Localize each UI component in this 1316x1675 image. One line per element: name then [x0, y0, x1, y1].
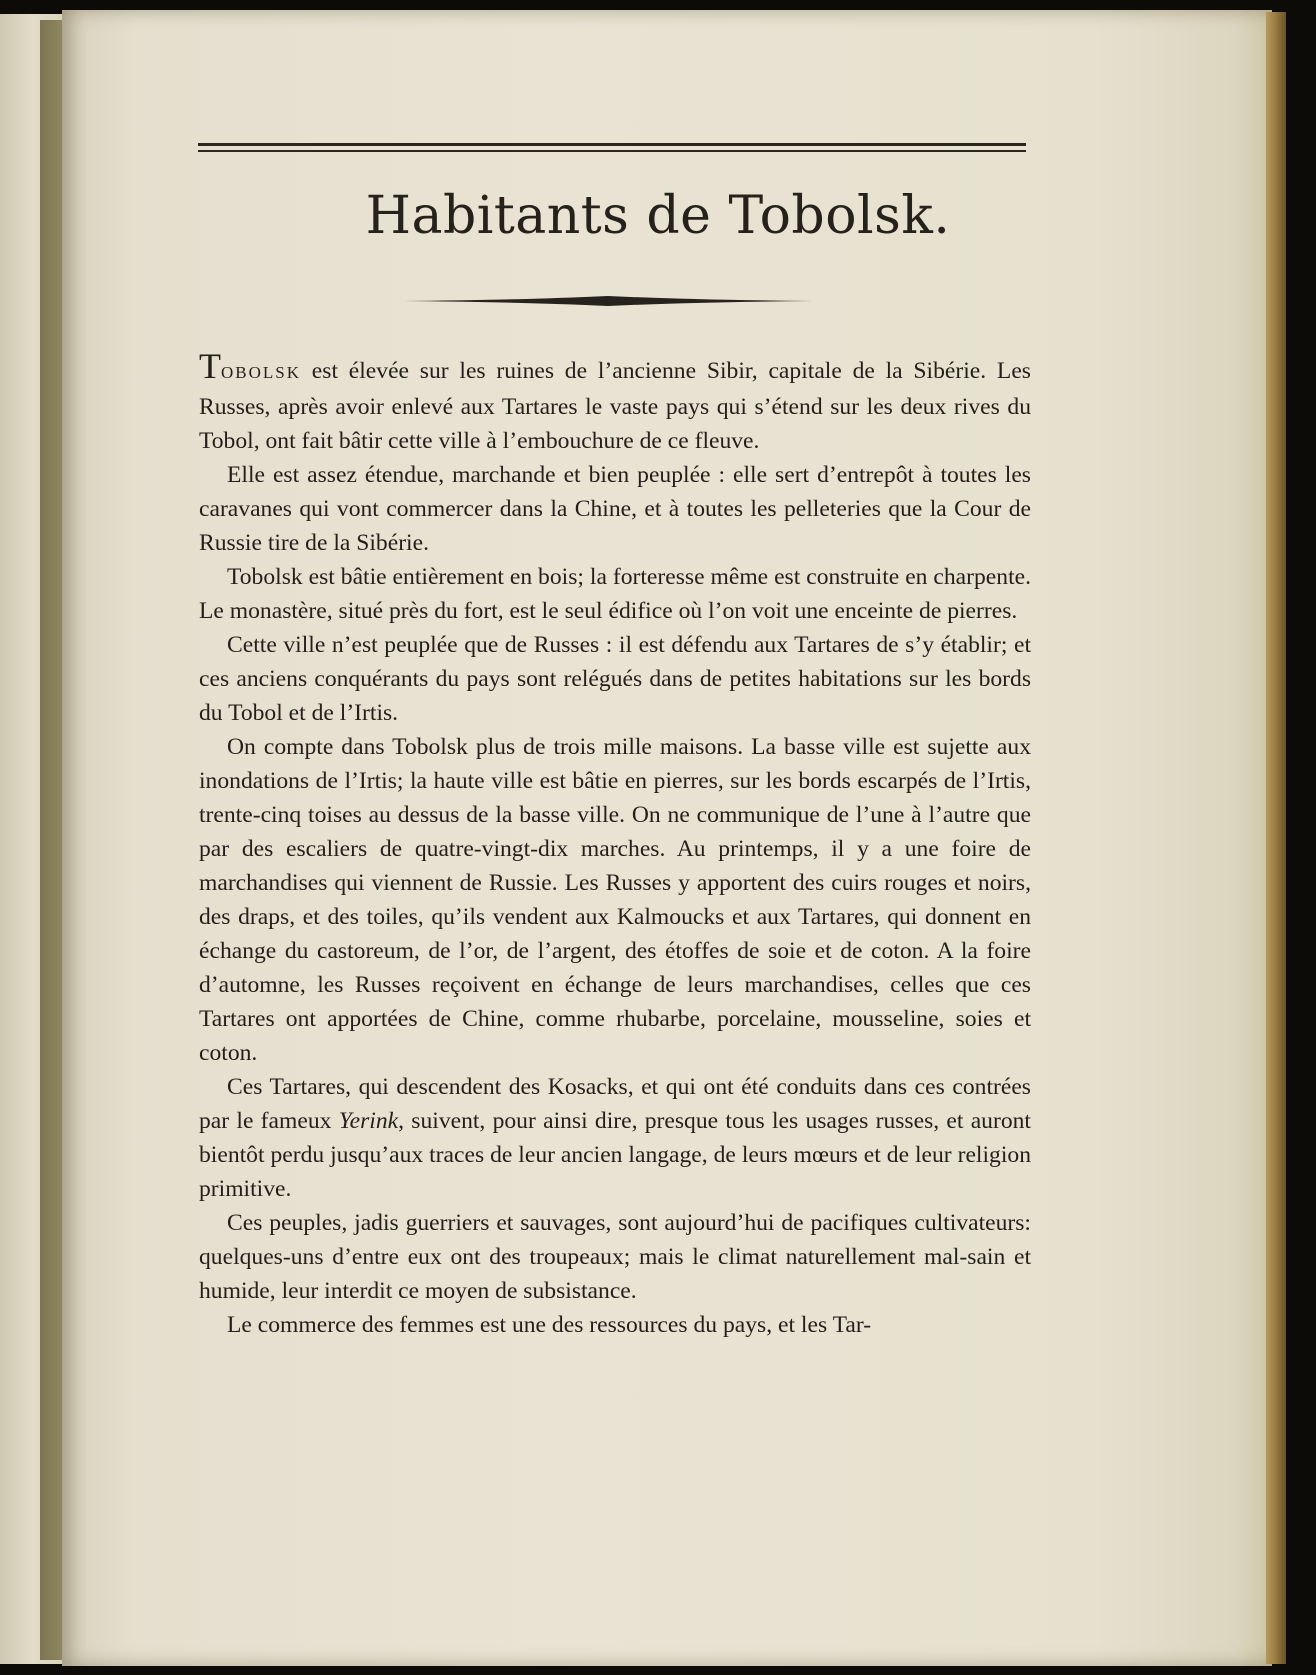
rule-thick-line — [198, 143, 1026, 146]
paragraph-3: Tobolsk est bâtie entièrement en bois; la forteresse même est construite en charpente. Le monastère, situé près du fort, est le seul édifice où l’on voit une enceinte de pierres. — [199, 564, 1031, 624]
paragraph-8: Le commerce des femmes est une des ressources du pays, et les Tar- — [227, 1312, 872, 1338]
paragraph-7: Ces peuples, jadis guerriers et sauvages, sont aujourd’hui de pacifiques cultivateurs: quelques-uns d’entre eux ont des troupeaux; mais le climat naturellement mal-sain et humide, leur interdit ce moyen de subsistance. — [199, 1210, 1031, 1304]
rule-thin-line — [198, 150, 1026, 152]
paragraph-1 — [199, 346, 1031, 458]
page-stack-edge — [1266, 12, 1286, 1664]
ornamental-dash — [403, 294, 813, 308]
drop-cap: T — [199, 346, 221, 386]
page-title: Habitants de Tobolsk. — [365, 186, 951, 246]
paragraph-6 — [199, 1070, 1031, 1206]
paragraph-text: Ces Tartares, qui descendent des Kosacks, et qui ont été conduits dans ces contrées par le fameux — [199, 1074, 1031, 1134]
italic-name: Yerink — [338, 1108, 399, 1134]
paragraph-text: est élevée sur les ruines de l’ancienne Sibir, capitale de la Sibérie. Les Russes, après avoir enlevé aux Tartares le vaste pays qui s’étend sur les deux rives du Tobol, ont fait bâtir cette ville à l’embouchure de ce fleuve. — [199, 358, 1031, 454]
small-caps-word: OBOLSK — [221, 363, 302, 382]
paragraph-text: , suivent, pour ainsi dire, presque tous les usages russes, et auront bientôt perdu jusqu’aux traces de leur ancien langage, de leurs mœurs et de leur religion primitive. — [199, 1108, 1031, 1202]
double-rule — [198, 143, 1026, 155]
paragraph-2: Elle est assez étendue, marchande et bien peuplée : elle sert d’entrepôt à toutes les caravanes qui vont commercer dans la Chine, et à toutes les pelleteries que la Cour de Russie tire de la Sibérie. — [199, 462, 1031, 556]
article-body — [199, 346, 1031, 1342]
paragraph-5: On compte dans Tobolsk plus de trois mille maisons. La basse ville est sujette aux inondations de l’Irtis; la haute ville est bâtie en pierres, sur les bords escarpés de l’Irtis, trente-cinq toises au dessus de la basse ville. On ne communique de l’une à l’autre que par des escaliers de quatre-vingt-dix marches. Au printemps, il y a une foire de marchandises qui viennent de Russie. Les Russes y apportent des cuirs rouges et noirs, des draps, et des toiles, qu’ils vendent aux Kalmoucks et aux Tartares, qui donnent en échange du castoreum, de l’or, de l’argent, des étoffes de soie et de coton. A la foire d’automne, les Russes reçoivent en échange de leurs marchandises, celles que ces Tartares ont apportées de Chine, comme rhubarbe, porcelaine, mousseline, soies et coton. — [199, 734, 1031, 1066]
paragraph-4: Cette ville n’est peuplée que de Russes : il est défendu aux Tartares de s’y établir; et ces anciens conquérants du pays sont relégués dans de petites habitations sur les bords du Tobol et de l’Irtis. — [199, 632, 1031, 726]
